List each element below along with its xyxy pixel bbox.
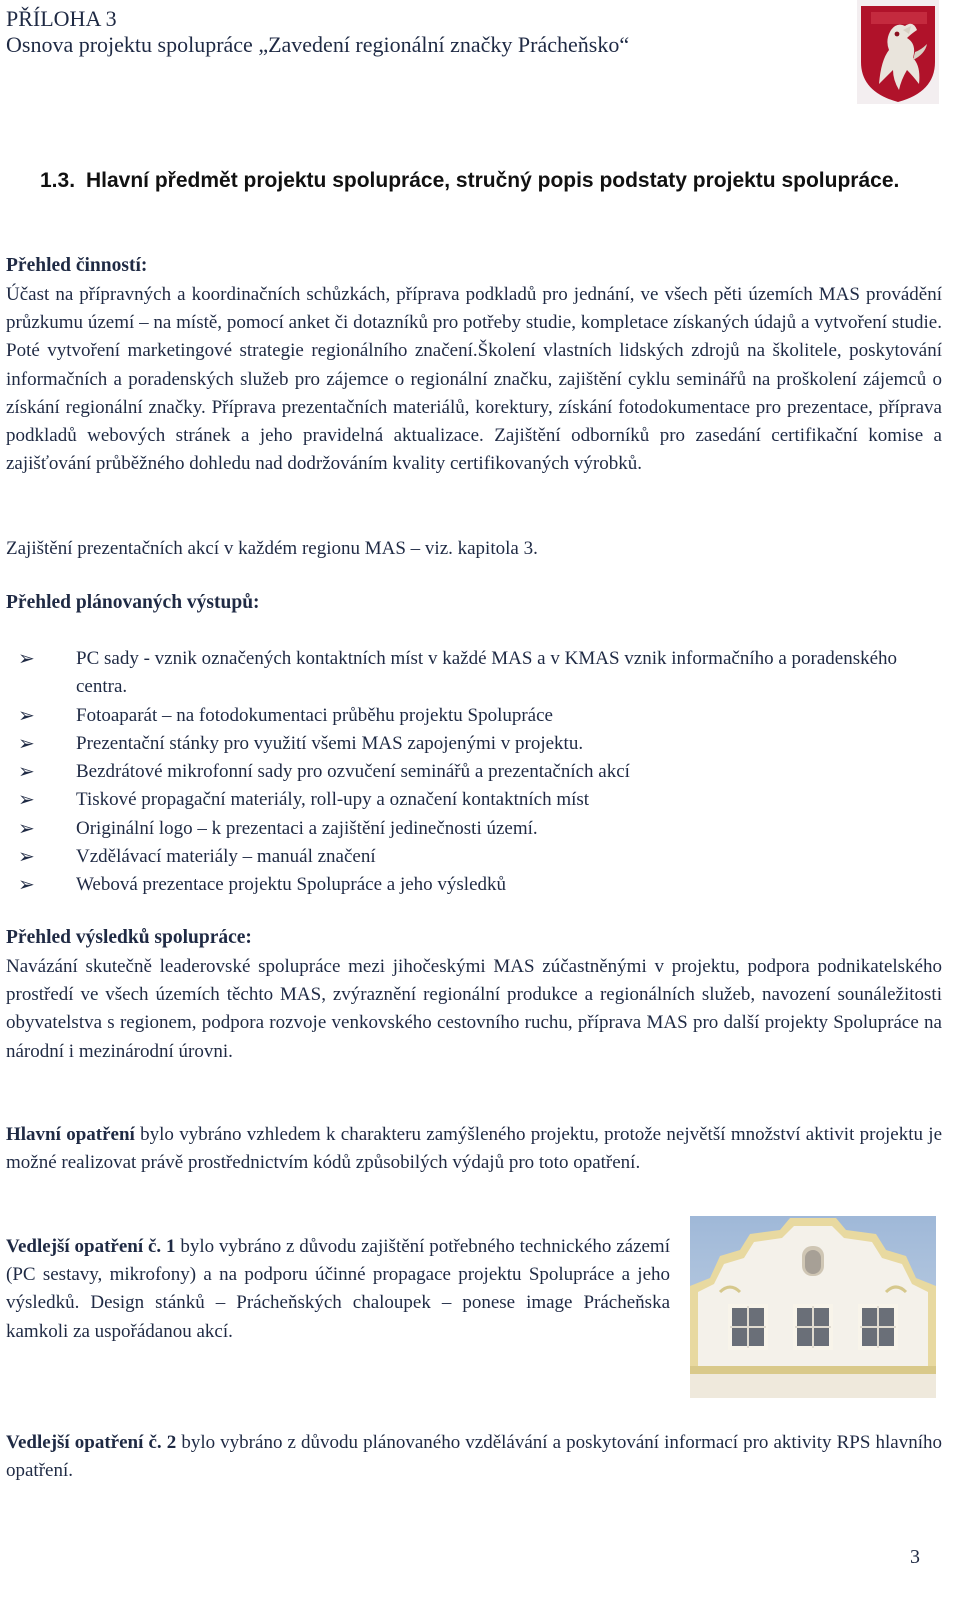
heraldic-emblem-image: [857, 0, 939, 104]
results-heading: Přehled výsledků spolupráce:: [6, 927, 252, 948]
side-measure-1-label: Vedlejší opatření č. 1: [6, 1236, 176, 1257]
annex-label: PŘÍLOHA 3: [6, 6, 117, 31]
activities-paragraph: Účast na přípravných a koordinačních schůzkách, příprava podkladů pro jednání, ve všech pěti územích MAS provádění průzkumu území – na místě, pomocí anket či dotazníků pro potřeby studie, kompletace získaných údajů a vytvoření studie. Poté vytvoření marketingové strategie regionálního značení.Školení vlastních lidských zdrojů na školitele, poskytování informačních a poradenských služeb pro zájemce o regionální značku, zajištění cyklu seminářů na proškolení zájemců o získání regionální značky. Příprava prezentačních materiálů, korektury, získání fotodokumentace pro prezentace, příprava podkladů webových stránek a jeho pravidelná aktualizace. Zajištění odborníků pro zasedání certifikační komise a zajišťování průběžného dohledu nad dodržováním kvality certifikovaných výrobků.: [6, 284, 942, 475]
main-measure-label: Hlavní opatření: [6, 1124, 135, 1145]
list-item: [6, 702, 926, 730]
side-measure-2-text: bylo vybráno z důvodu plánovaného vzdělávání a poskytování informací pro aktivity RPS hlavního opatření.: [6, 1432, 942, 1482]
list-item: [6, 871, 926, 899]
list-item: [6, 645, 926, 702]
side-measure-2-label: Vedlejší opatření č. 2: [6, 1432, 177, 1453]
list-item: [6, 843, 926, 871]
section-number: 1.3.: [40, 169, 76, 192]
side-measure-1-paragraph: [6, 1233, 670, 1346]
page-header: [6, 6, 629, 58]
list-item-text: Bezdrátové mikrofonní sady pro ozvučení seminářů a prezentačních akcí: [76, 761, 630, 783]
list-item-text: Tiskové propagační materiály, roll-upy a označení kontaktních míst: [76, 789, 590, 811]
list-item-text: Webová prezentace projektu Spolupráce a jeho výsledků: [76, 874, 507, 896]
list-item: [6, 786, 926, 814]
document-subtitle: Osnova projektu spolupráce „Zavedení regionální značky Prácheňsko“: [6, 32, 630, 57]
side-measure-2-paragraph: [6, 1429, 942, 1485]
list-item-text: Fotoaparát – na fotodokumentaci průběhu projektu Spolupráce: [76, 704, 553, 726]
arrow-bullet-icon: ➢: [18, 846, 35, 869]
building-facade-photo: [690, 1216, 936, 1398]
main-measure-paragraph: [6, 1121, 942, 1177]
list-item: [6, 815, 926, 843]
list-item: [6, 730, 926, 758]
list-item-text: Originální logo – k prezentaci a zajištění jedinečnosti území.: [76, 817, 538, 839]
side-measure-1-text: bylo vybráno z důvodu zajištění potřebného technického zázemí (PC sestavy, mikrofony) a na podporu účinné propagace projektu Spolupráce a jeho výsledků. Design stánků – Prácheňských chaloupek – ponese image Prácheňska kamkoli za uspořádanou akcí.: [6, 1236, 670, 1342]
list-item-text: Prezentační stánky pro využití všemi MAS zapojenými v projektu.: [76, 732, 584, 754]
outputs-list: [6, 645, 926, 900]
arrow-bullet-icon: ➢: [18, 761, 35, 784]
main-measure-text: bylo vybráno vzhledem k charakteru zamýšleného projektu, protože největší množství aktivit projektu je možné realizovat právě prostřednictvím kódů způsobilých výdajů pro toto opatření.: [6, 1124, 943, 1174]
arrow-bullet-icon: ➢: [18, 732, 35, 755]
list-item-text: PC sady - vznik označených kontaktních míst v každé MAS a v KMAS vznik informačního a poradenského centra.: [76, 648, 898, 698]
activities-heading: Přehled činností:: [6, 255, 148, 276]
arrow-bullet-icon: ➢: [18, 789, 35, 812]
list-item-text: Vzdělávací materiály – manuál značení: [76, 846, 376, 868]
outputs-heading: Přehled plánovaných výstupů:: [6, 592, 260, 613]
activities-last-line: Zajištění prezentačních akcí v každém regionu MAS – viz. kapitola 3.: [6, 538, 538, 559]
arrow-bullet-icon: ➢: [18, 704, 35, 727]
page-number: 3: [910, 1546, 920, 1568]
list-item: [6, 758, 926, 786]
section-title: Hlavní předmět projektu spolupráce, stručný popis podstaty projektu spolupráce.: [86, 169, 900, 192]
arrow-bullet-icon: ➢: [18, 874, 35, 897]
results-paragraph: Navázání skutečně leaderovské spolupráce mezi jihočeskými MAS zúčastněnými v projektu, podpora podnikatelského prostředí ve všech územích těchto MAS, zvýraznění regionální produkce a regionálních služeb, navození sounáležitosti obyvatelstva s regionem, podpora rozvoje venkovského cestovního ruchu, příprava MAS pro další projekty Spolupráce na národní i mezinárodní úrovni.: [6, 956, 942, 1062]
arrow-bullet-icon: ➢: [18, 648, 35, 670]
arrow-bullet-icon: ➢: [18, 817, 35, 840]
